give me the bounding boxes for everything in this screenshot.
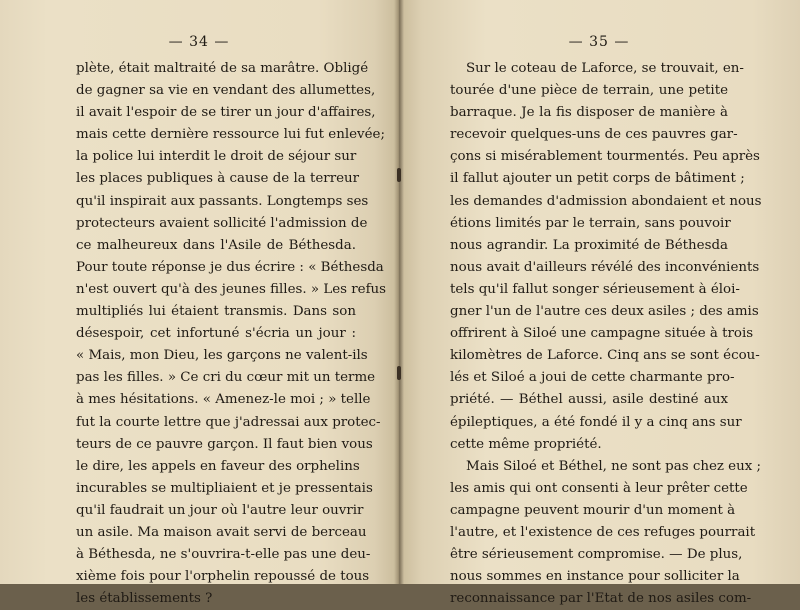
binding-stitch xyxy=(397,168,401,182)
text-line: à mes hésitations. « Amenez-le moi ; » telle xyxy=(76,392,371,408)
text-line: çons si misérablement tourmentés. Peu après xyxy=(450,149,760,165)
text-line: qu'il inspirait aux passants. Longtemps ses xyxy=(76,193,369,209)
text-line: cette même propriété. xyxy=(450,436,602,452)
text-line: lés et Siloé a joui de cette charmante pro- xyxy=(450,370,735,386)
text-line: les demandes d'admission abondaient et nous xyxy=(450,193,762,209)
text-line: nous sommes en instance pour solliciter la xyxy=(450,569,740,585)
text-line: priété. — Béthel aussi, asile destiné aux xyxy=(450,392,728,408)
text-line: tourée d'une pièce de terrain, une petite xyxy=(450,83,728,99)
text-line: offrirent à Siloé une campagne située à trois xyxy=(450,326,754,342)
text-line: il fallut ajouter un petit corps de bâtiment ; xyxy=(450,171,745,187)
text-line: kilomètres de Laforce. Cinq ans se sont écou- xyxy=(450,348,760,364)
text-line: campagne peuvent mourir d'un moment à xyxy=(450,502,736,518)
text-line: teurs de ce pauvre garçon. Il faut bien vous xyxy=(76,436,373,452)
book-gutter xyxy=(394,0,404,584)
text-line: à Béthesda, ne s'ouvrira-t-elle pas une deu- xyxy=(76,547,371,563)
text-line: Pour toute réponse je dus écrire : « Béthesda xyxy=(76,259,384,275)
text-line: le dire, les appels en faveur des orphelins xyxy=(76,458,360,474)
right-page xyxy=(398,0,800,607)
text-line: être sérieusement compromise. — De plus, xyxy=(450,547,743,563)
text-line: les places publiques à cause de la terreur xyxy=(76,171,360,187)
text-line: de gagner sa vie en vendant des allumettes, xyxy=(76,83,376,99)
text-line: fut la courte lettre que j'adressai aux protec- xyxy=(76,414,381,430)
left-page-text xyxy=(76,58,387,610)
text-line: un asile. Ma maison avait servi de berceau xyxy=(76,524,367,540)
page-number-left: — 34 — xyxy=(168,34,230,50)
text-line: tels qu'il fallut songer sérieusement à éloi- xyxy=(450,281,740,297)
text-line: plète, était maltraité de sa marâtre. Obligé xyxy=(76,61,369,76)
text-line: gner l'un de l'autre ces deux asiles ; des amis xyxy=(450,304,759,320)
text-line: mais cette dernière ressource lui fut enlevée; xyxy=(76,127,385,143)
text-line: protecteurs avaient sollicité l'admission de xyxy=(76,215,368,231)
right-page-text xyxy=(450,58,762,610)
text-line: multipliés lui étaient transmis. Dans son xyxy=(76,304,356,320)
text-line: n'est ouvert qu'à des jeunes filles. » Les refus xyxy=(76,281,387,297)
text-line: recevoir quelques-uns de ces pauvres gar- xyxy=(450,127,738,143)
text-line: étions limités par le terrain, sans pouvoir xyxy=(450,215,731,231)
text-line: incurables se multipliaient et je pressentais xyxy=(76,480,373,496)
page-number-right: — 35 — xyxy=(568,34,630,50)
text-line: l'autre, et l'existence de ces refuges pourrait xyxy=(450,524,756,540)
text-line: pas les filles. » Ce cri du cœur mit un terme xyxy=(76,370,376,386)
text-line: nous avait d'ailleurs révélé des inconvénients xyxy=(450,259,760,275)
binding-stitch xyxy=(397,366,401,380)
text-line: il avait l'espoir de se tirer un jour d'affaires, xyxy=(76,105,376,121)
text-line: Mais Siloé et Béthel, ne sont pas chez eux ; xyxy=(466,458,762,474)
text-line: épileptiques, a été fondé il y a cinq ans sur xyxy=(450,414,742,430)
text-line: xième fois pour l'orphelin repoussé de tous xyxy=(76,569,370,585)
text-line: « Mais, mon Dieu, les garçons ne valent-ils xyxy=(76,348,368,364)
text-line: les amis qui ont consenti à leur prêter cette xyxy=(450,480,748,496)
text-line: ce malheureux dans l'Asile de Béthesda. xyxy=(76,237,356,253)
text-line: nous agrandir. La proximité de Béthesda xyxy=(450,237,728,253)
text-line: reconnaissance par l'Etat de nos asiles com- xyxy=(450,591,752,607)
text-line: Sur le coteau de Laforce, se trouvait, en- xyxy=(466,61,744,76)
text-line: barraque. Je la fis disposer de manière à xyxy=(450,105,728,121)
text-line: désespoir, cet infortuné s'écria un jour : xyxy=(76,326,356,342)
text-line: qu'il faudrait un jour où l'autre leur ouvrir xyxy=(76,502,364,518)
left-page xyxy=(0,0,398,607)
text-line: les établissements ? xyxy=(76,591,213,607)
text-line: la police lui interdit le droit de séjour sur xyxy=(76,149,357,165)
